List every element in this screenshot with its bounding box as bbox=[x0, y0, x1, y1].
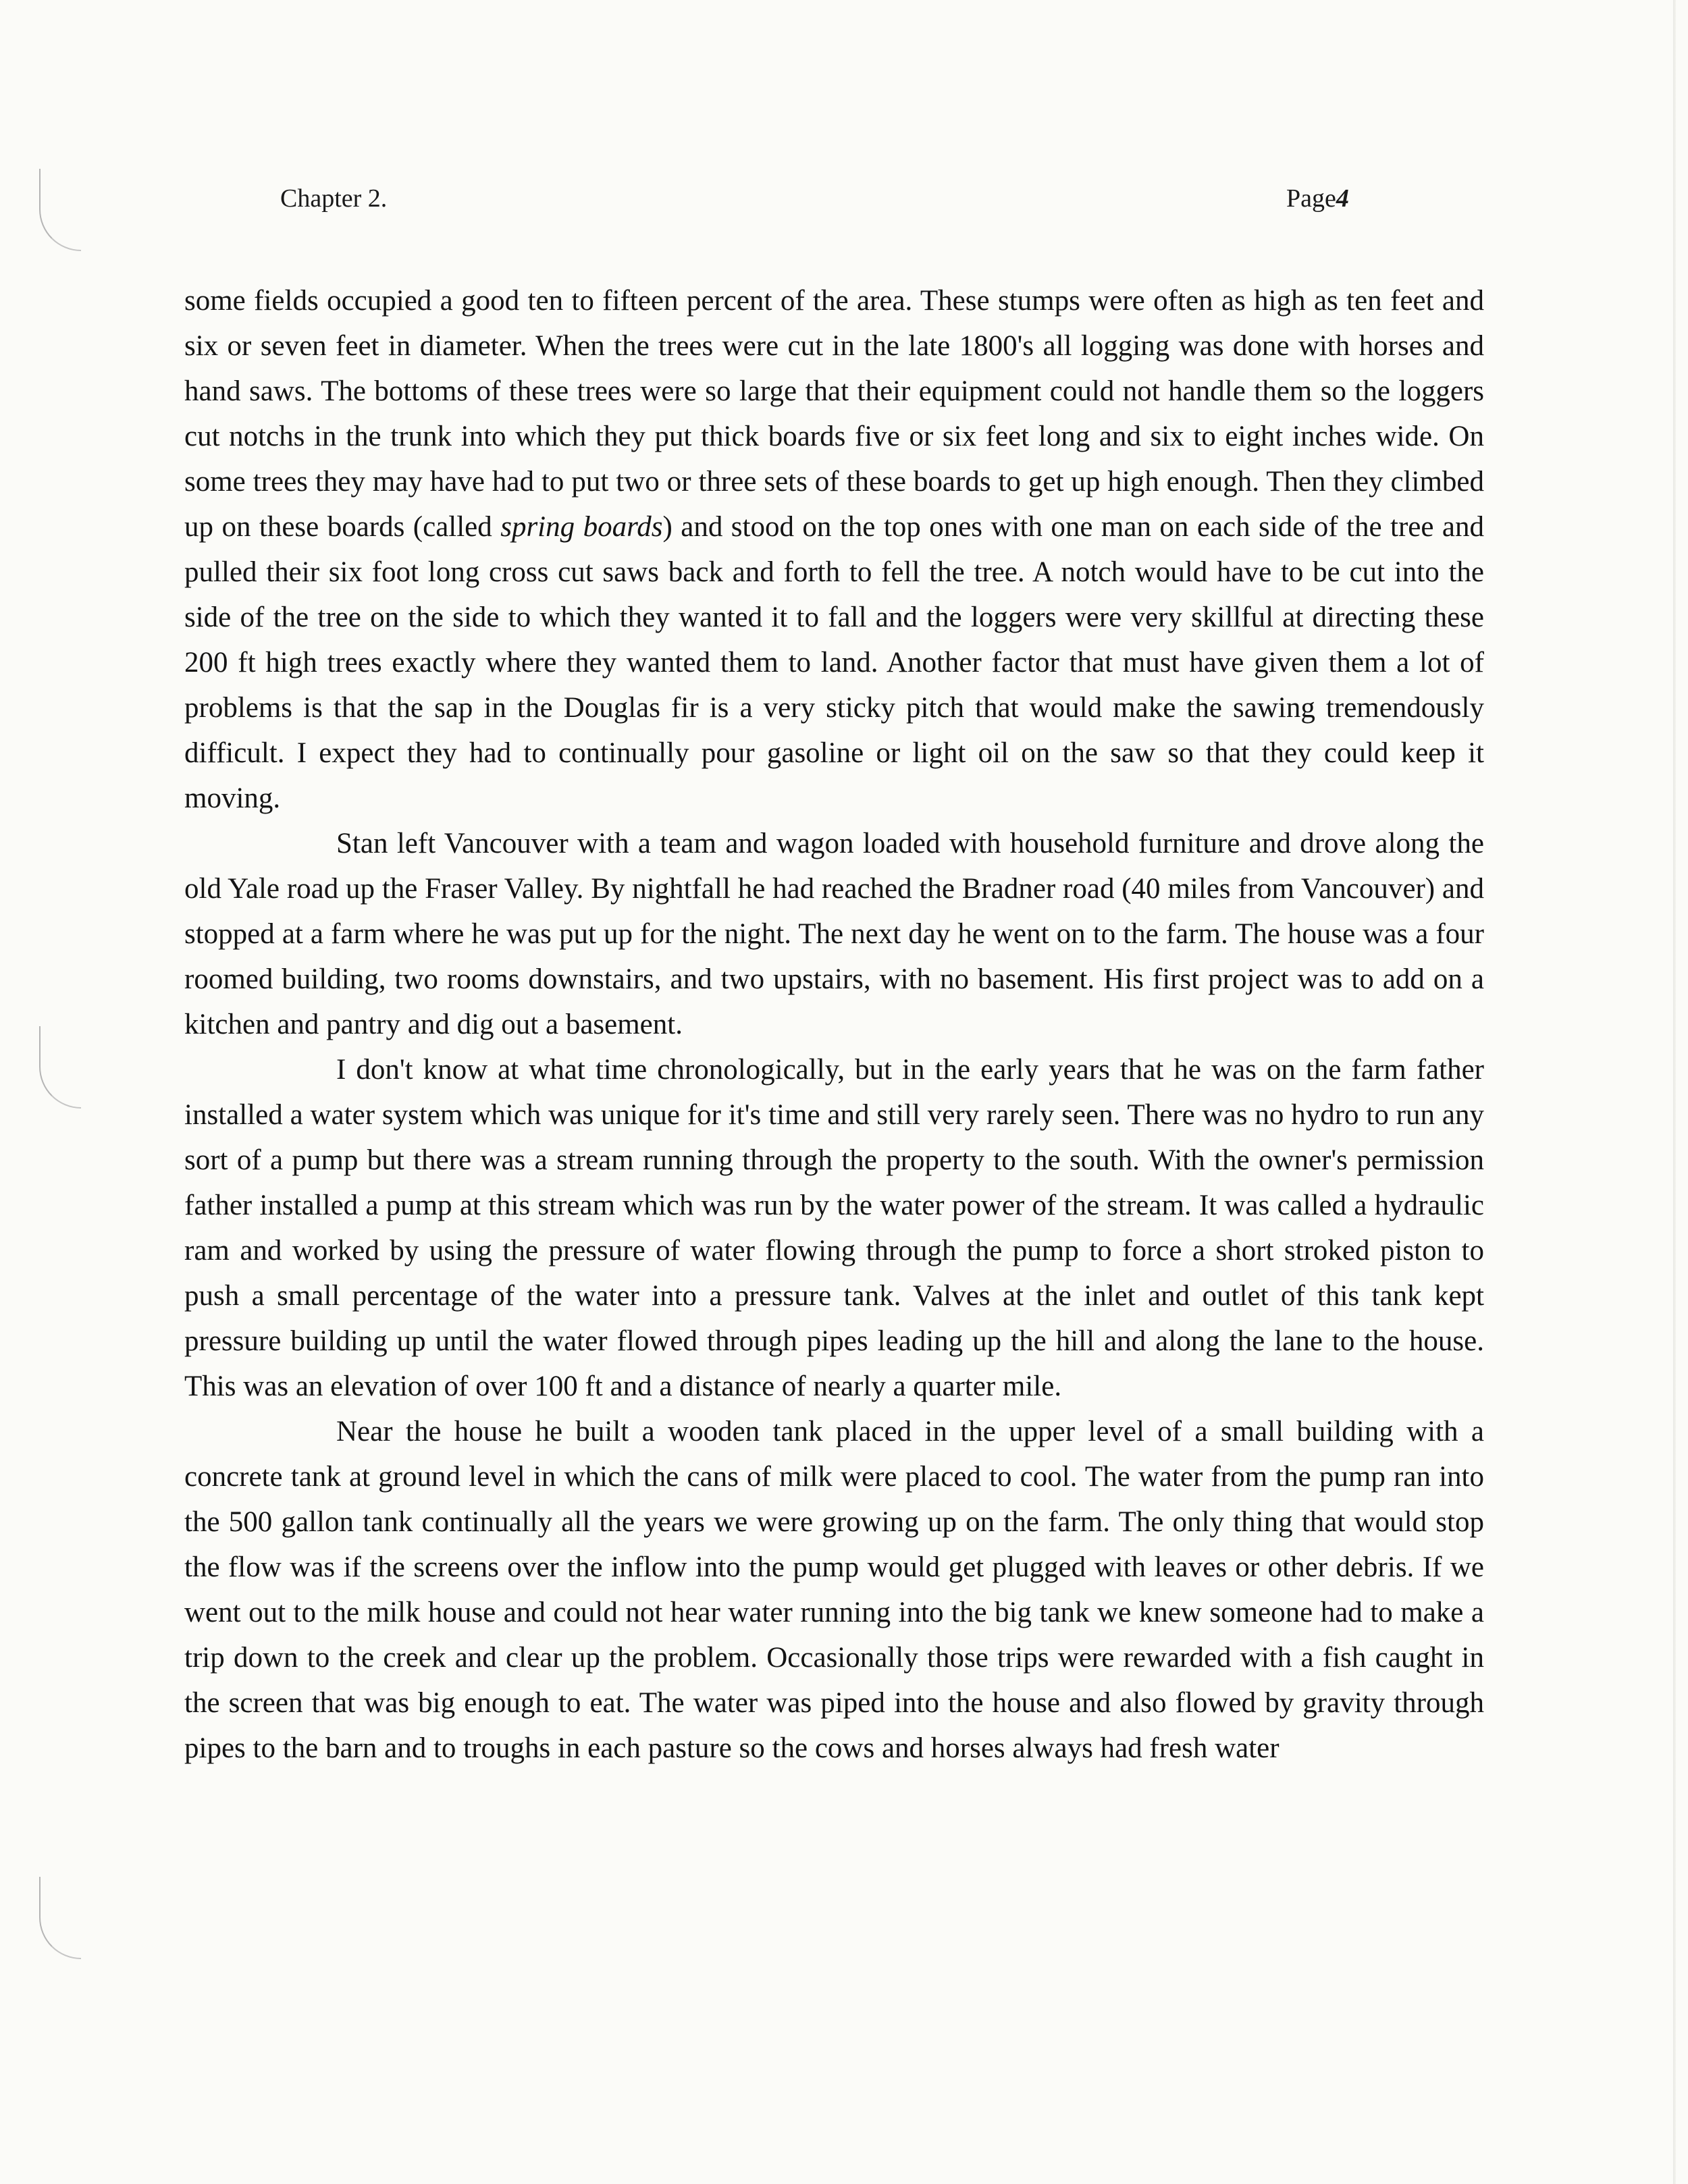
paragraph-4: Near the house he built a wooden tank placed in the upper level of a small building with a concrete tank at ground level in which the cans of milk were placed to cool. The water from the pump ran into the 500 gallon tank continually all the years we were growing up on the farm. The only thing that would stop the flow was if the screens over the inflow into the pump would get plugged with leaves or other debris. If we went out to the milk house and could not hear water running into the big tank we knew someone had to make a trip down to the creek and clear up the problem. Occasionally those trips were rewarded with a fish caught in the screen that was big enough to eat. The water was piped into the house and also flowed by gravity through pipes to the barn and to troughs in each pasture so the cows and horses always had fresh water bbox=[184, 1416, 1484, 1764]
paragraph-1-emphasis: spring boards bbox=[500, 511, 663, 543]
punch-hole-mark-bottom bbox=[39, 1877, 81, 1959]
chapter-label: Chapter 2 bbox=[280, 184, 381, 213]
paragraph-1-after: ) and stood on the top ones with one man on each side of the tree and pulled their six foot long cross cut saws back and forth to fell the tree. A notch would have to be cut into the side of the tree on the side to which they wanted it to fall and the loggers were very skillful at directing these 200 ft high trees exactly where they wanted them to land. Another factor that must have given them a lot of problems is that the sap in the Douglas fir is a very sticky pitch that would make the sawing tremendously difficult. I expect they had to continually pour gasoline or light oil on the saw so that they could keep it moving. bbox=[184, 511, 1484, 814]
punch-hole-mark-top bbox=[39, 169, 81, 251]
page-edge bbox=[1673, 0, 1676, 2184]
chapter-heading bbox=[280, 186, 387, 211]
body-text bbox=[184, 278, 1484, 1771]
chapter-mark: . bbox=[380, 184, 388, 213]
paragraph-3: I don't know at what time chronologically, but in the early years that he was on the farm father installed a water system which was unique for it's time and still very rarely seen. There was no hydro to run any sort of a pump but there was a stream running through the property to the south. With the owner's permission father installed a pump at this stream which was run by the water power of the stream. It was called a hydraulic ram and worked by using the pressure of water flowing through the pump to force a short stroked piston to push a small percentage of the water into a pressure tank. Valves at the inlet and outlet of this tank kept pressure building up until the water flowed through pipes leading up the hill and along the lane to the house. This was an elevation of over 100 ft and a distance of nearly a quarter mile. bbox=[184, 1054, 1484, 1402]
page-number: 4 bbox=[1336, 184, 1349, 213]
paragraph-1 bbox=[184, 278, 1484, 821]
paragraph-1-before: some fields occupied a good ten to fifteen percent of the area. These stumps were often as high as ten feet and six or seven feet in diameter. When the trees were cut in the late 1800's all logging was done with horses and hand saws. The bottoms of these trees were so large that their equipment could not handle them so the loggers cut notchs in the trunk into which they put thick boards five or six feet long and six to eight inches wide. On some trees they may have had to put two or three sets of these boards to get up high enough. Then they climbed up on these boards (called bbox=[184, 285, 1484, 543]
page-label: Page bbox=[1286, 184, 1336, 213]
page-number-heading bbox=[1286, 186, 1349, 211]
punch-hole-mark-middle bbox=[39, 1026, 81, 1109]
paragraph-2: Stan left Vancouver with a team and wagon loaded with household furniture and drove along the old Yale road up the Fraser Valley. By nightfall he had reached the Bradner road (40 miles from Vancouver) and stopped at a farm where he was put up for the night. The next day he went on to the farm. The house was a four roomed building, two rooms downstairs, and two upstairs, with no basement. His first project was to add on a kitchen and pantry and dig out a basement. bbox=[184, 828, 1484, 1040]
